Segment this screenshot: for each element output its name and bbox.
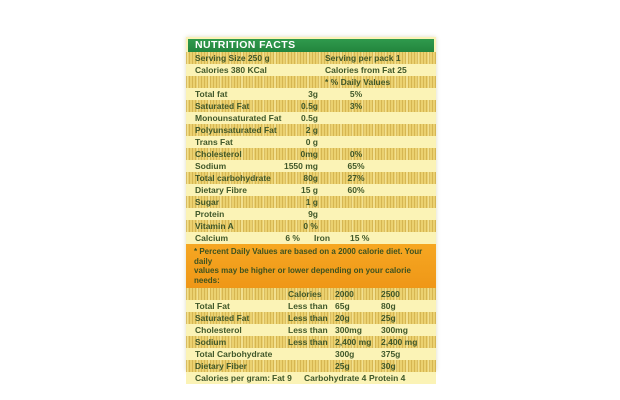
nutrient-label: Sugar — [195, 197, 220, 207]
nutrient-row-monounsaturated-fat — [186, 112, 436, 124]
daily-values-footnote — [186, 244, 436, 288]
dv-value-2500: 2,400 mg — [381, 337, 418, 347]
calcium-value: 6 % — [285, 233, 300, 243]
calories-row — [186, 64, 436, 76]
dv-label: Saturated Fat — [195, 313, 250, 323]
calories-per-gram-fat: Fat 9 — [272, 373, 292, 383]
nutrient-row-total-fat — [186, 88, 436, 100]
calories-per-gram-protein: Protein 4 — [369, 373, 406, 383]
calories-per-gram-carbohydrate: Carbohydrate 4 — [304, 373, 367, 383]
nutrient-value: 80g — [303, 173, 318, 183]
dv-label: Total Fat — [195, 301, 230, 311]
dv-label: Sodium — [195, 337, 227, 347]
dv-label: Cholesterol — [195, 325, 242, 335]
dv-row-sodium — [186, 336, 436, 348]
nutrient-value: 0 g — [305, 137, 318, 147]
dv-row-cholesterol — [186, 324, 436, 336]
serving-per-pack: Serving per pack 1 — [325, 53, 401, 63]
calcium-label: Calcium — [195, 233, 229, 243]
nutrient-label: Trans Fat — [195, 137, 233, 147]
nutrient-pct: 27% — [347, 173, 365, 183]
dv-qualifier: Less than — [288, 337, 328, 347]
nutrient-row-total-carbohydrate — [186, 172, 436, 184]
nutrient-row-polyunsaturated-fat — [186, 124, 436, 136]
daily-values-heading-row — [186, 76, 436, 88]
footnote-line-2: values may be higher or lower depending on your calorie needs: — [194, 266, 411, 285]
dv-qualifier: Less than — [288, 313, 328, 323]
nutrient-label: Total fat — [195, 89, 228, 99]
label-title: NUTRITION FACTS — [195, 39, 296, 51]
nutrient-row-trans-fat — [186, 136, 436, 148]
dv-row-dietary-fiber — [186, 360, 436, 372]
nutrient-row-saturated-fat — [186, 100, 436, 112]
nutrient-label: Dietary Fibre — [195, 185, 247, 195]
iron-label: Iron — [314, 233, 331, 243]
dv-value-2500: 300mg — [381, 325, 408, 335]
dv-header-2500: 2500 — [381, 289, 400, 299]
calories-per-gram-label: Calories per gram: — [195, 373, 271, 383]
label-title-bar — [188, 39, 434, 52]
dv-table-header-row — [186, 288, 436, 300]
nutrient-value: 2 g — [305, 125, 318, 135]
nutrient-label: Total carbohydrate — [195, 173, 271, 183]
serving-size-row — [186, 52, 436, 64]
nutrient-pct: 3% — [349, 101, 363, 111]
nutrient-row-sugar — [186, 196, 436, 208]
dv-value-2500: 25g — [381, 313, 396, 323]
nutrient-row-sodium — [186, 160, 436, 172]
iron-value: 15 % — [350, 233, 370, 243]
nutrient-value: 0.5g — [300, 101, 318, 111]
nutrient-row-protein — [186, 208, 436, 220]
nutrient-label: Sodium — [195, 161, 227, 171]
calories: Calories 380 KCal — [195, 65, 267, 75]
nutrient-value: 3g — [308, 89, 318, 99]
dv-value-2000: 20g — [335, 313, 350, 323]
nutrient-value: 1550 mg — [283, 161, 318, 171]
nutrient-label: Polyunsaturated Fat — [195, 125, 277, 135]
serving-size: Serving Size 250 g — [195, 53, 270, 63]
dv-label: Dietary Fiber — [195, 361, 247, 371]
footnote-line-1: * Percent Daily Values are based on a 2000 calorie diet. Your daily — [194, 247, 423, 266]
dv-value-2500: 375g — [381, 349, 401, 359]
calories-from-fat: Calories from Fat 25 — [325, 65, 407, 75]
nutrient-value: 9g — [308, 209, 318, 219]
nutrition-facts-label — [186, 37, 436, 383]
dv-value-2000: 2,400 mg — [335, 337, 372, 347]
dv-qualifier: Less than — [288, 325, 328, 335]
daily-values-heading: * % Daily Values — [325, 77, 391, 87]
nutrient-row-cholesterol — [186, 148, 436, 160]
dv-header-2000: 2000 — [335, 289, 354, 299]
dv-label: Total Carbohydrate — [195, 349, 273, 359]
dv-value-2000: 25g — [335, 361, 350, 371]
nutrient-value: 0.5g — [300, 113, 318, 123]
nutrient-label: Cholesterol — [195, 149, 242, 159]
nutrient-pct: 0% — [349, 149, 363, 159]
nutrient-value: 15 g — [300, 185, 318, 195]
dv-value-2000: 300g — [335, 349, 355, 359]
dv-row-total-carbohydrate — [186, 348, 436, 360]
dv-qualifier: Less than — [288, 301, 328, 311]
nutrient-row-calcium-iron — [186, 232, 436, 244]
nutrient-label: Monounsaturated Fat — [195, 113, 282, 123]
nutrient-row-vitamin-a — [186, 220, 436, 232]
dv-value-2000: 300mg — [335, 325, 362, 335]
dv-value-2000: 65g — [335, 301, 350, 311]
nutrient-label: Saturated Fat — [195, 101, 250, 111]
nutrient-value: 0mg — [300, 149, 318, 159]
nutrient-label: Vitamin A — [195, 221, 234, 231]
nutrient-value: 1 g — [305, 197, 318, 207]
dv-row-total-fat — [186, 300, 436, 312]
nutrient-value: 0 % — [303, 221, 318, 231]
nutrient-pct: 60% — [347, 185, 365, 195]
dv-row-saturated-fat — [186, 312, 436, 324]
dv-value-2500: 30g — [381, 361, 396, 371]
nutrient-row-dietary-fibre — [186, 184, 436, 196]
nutrient-pct: 5% — [349, 89, 363, 99]
calories-per-gram-row — [186, 372, 436, 384]
nutrient-pct: 65% — [347, 161, 365, 171]
nutrient-label: Protein — [195, 209, 225, 219]
dv-value-2500: 80g — [381, 301, 396, 311]
dv-header-calories: Calories — [288, 289, 322, 299]
